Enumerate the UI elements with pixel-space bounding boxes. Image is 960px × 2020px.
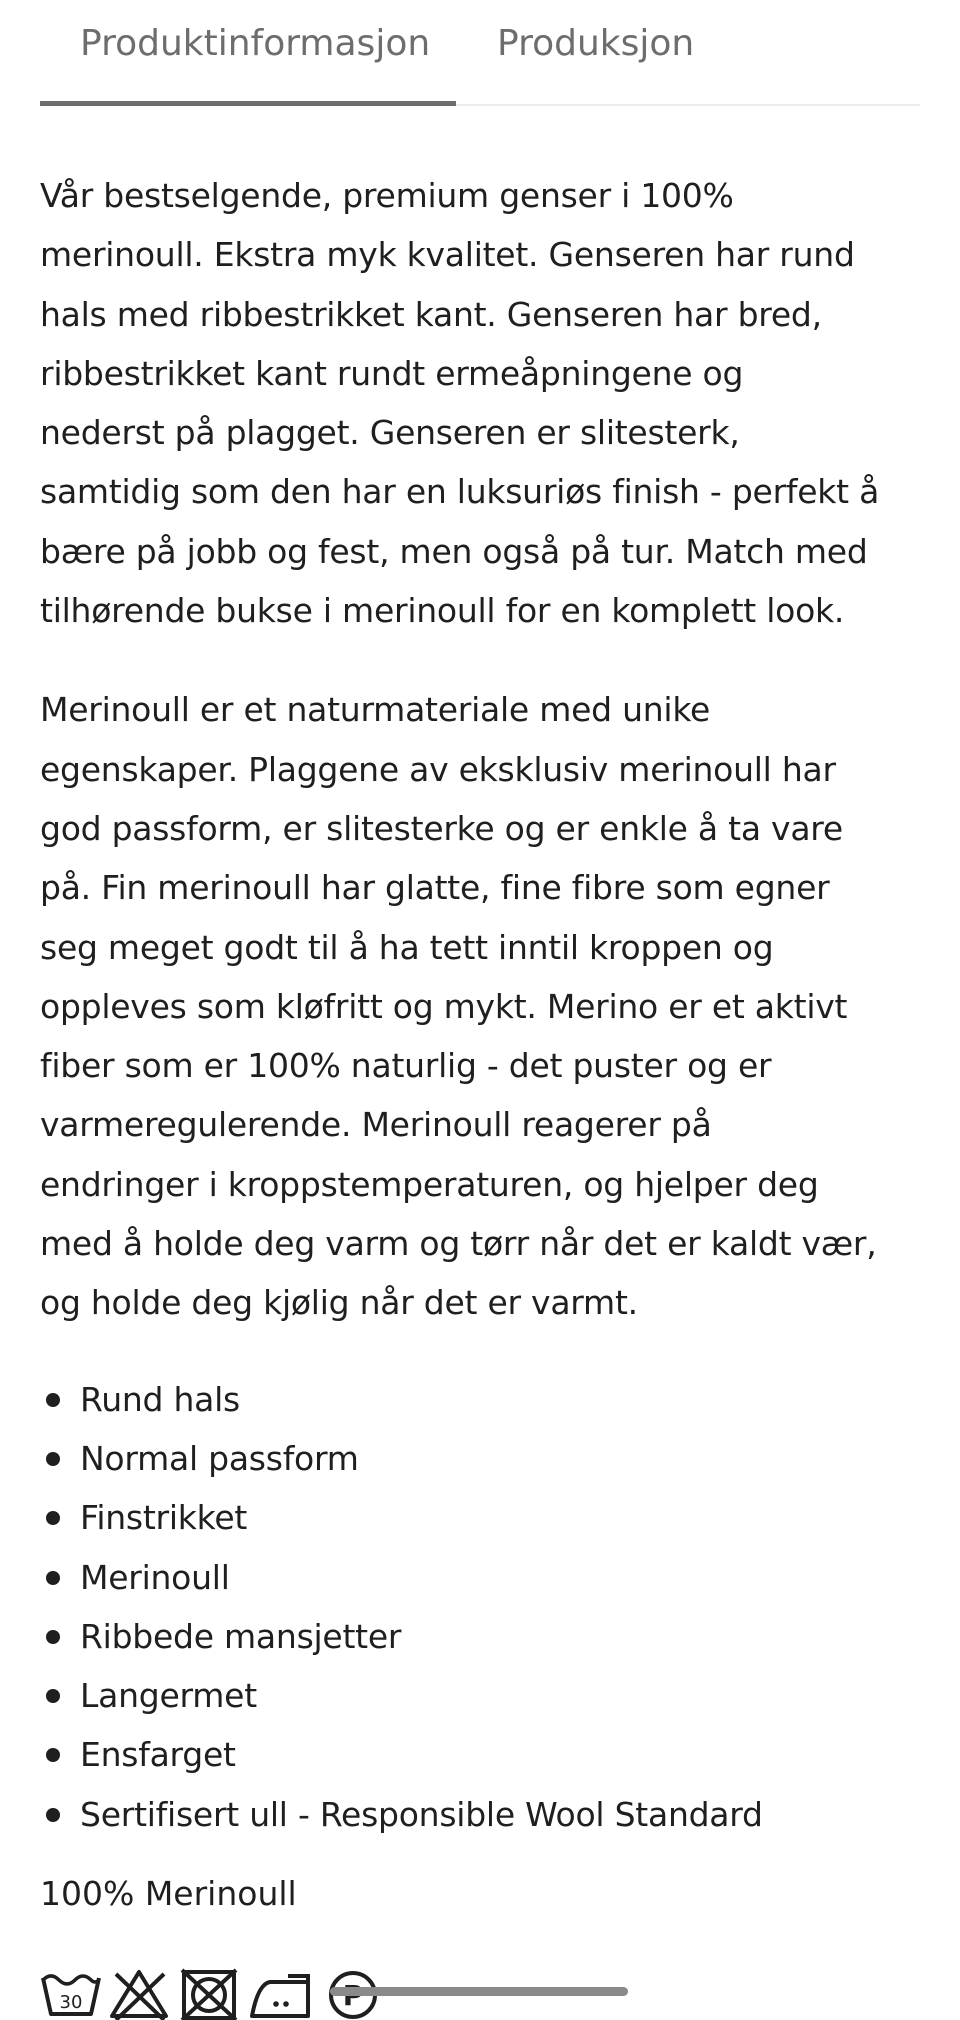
bullet-icon xyxy=(46,1393,60,1407)
text-line: tilhørende bukse i merinoull for en komplett look. xyxy=(40,591,845,631)
text-line: seg meget godt til å ha tett inntil kroppen og xyxy=(40,927,774,967)
bullet-icon xyxy=(46,1748,60,1762)
text-line: Merinoull er et naturmateriale med unike xyxy=(40,690,711,730)
list-item xyxy=(40,1666,930,1725)
text-line: bære på jobb og fest, men også på tur. Match med xyxy=(40,531,868,571)
merino-paragraph xyxy=(40,680,930,1332)
list-item xyxy=(40,1429,930,1488)
feature-label: Finstrikket xyxy=(80,1498,248,1538)
product-description xyxy=(40,166,930,1923)
tab-produktinformasjon[interactable]: Produktinformasjon xyxy=(80,23,431,64)
bullet-icon xyxy=(46,1689,60,1703)
text-line: Vår bestselgende, premium genser i 100% xyxy=(40,176,734,215)
no-tumble-dry-icon xyxy=(178,1966,240,2020)
list-item xyxy=(40,1725,930,1784)
text-line: endringer i kroppstemperaturen, og hjelper deg xyxy=(40,1164,819,1204)
feature-label: Ensfarget xyxy=(80,1735,236,1775)
text-line: oppleves som kløfritt og mykt. Merino er et aktivt xyxy=(40,986,848,1026)
no-bleach-icon xyxy=(108,1966,170,2020)
bullet-icon xyxy=(46,1511,60,1525)
feature-list xyxy=(40,1370,930,1844)
description-paragraph xyxy=(40,166,930,640)
feature-label: Ribbede mansjetter xyxy=(80,1616,402,1656)
text-line: nederst på plagget. Genseren er slitesterk, xyxy=(40,413,740,453)
feature-label: Merinoull xyxy=(80,1557,230,1597)
iron-medium-icon xyxy=(248,1966,314,2020)
text-line: god passform, er slitesterke og er enkle å ta vare xyxy=(40,808,843,848)
wash-temperature-label: 30 xyxy=(59,1992,83,2013)
horizontal-scroll-indicator[interactable] xyxy=(330,1987,628,1996)
active-tab-indicator xyxy=(40,101,456,106)
text-line: merinoull. Ekstra myk kvalitet. Genseren har rund xyxy=(40,235,855,275)
feature-label: Langermet xyxy=(80,1676,257,1716)
feature-label: Sertifisert ull - Responsible Wool Standard xyxy=(80,1794,763,1834)
list-item xyxy=(40,1488,930,1547)
list-item xyxy=(40,1548,930,1607)
list-item xyxy=(40,1785,930,1844)
text-line: egenskaper. Plaggene av eksklusiv merinoull har xyxy=(40,749,836,789)
feature-label: Rund hals xyxy=(80,1379,240,1419)
list-item xyxy=(40,1370,930,1429)
text-line: hals med ribbestrikket kant. Genseren har bred, xyxy=(40,294,822,334)
text-line: og holde deg kjølig når det er varmt. xyxy=(40,1283,638,1323)
text-line: samtidig som den har en luksuriøs finish - perfekt å xyxy=(40,472,880,512)
bullet-icon xyxy=(46,1808,60,1822)
material-composition: 100% Merinoull xyxy=(40,1874,297,1914)
bullet-icon xyxy=(46,1571,60,1585)
wash-30-icon xyxy=(40,1966,102,2020)
text-line: på. Fin merinoull har glatte, fine fibre som egner xyxy=(40,868,830,908)
text-line: med å holde deg varm og tørr når det er kaldt vær, xyxy=(40,1224,877,1264)
feature-label: Normal passform xyxy=(80,1438,359,1478)
text-line: ribbestrikket kant rundt ermeåpningene og xyxy=(40,353,744,393)
text-line: fiber som er 100% naturlig - det puster og er xyxy=(40,1046,772,1086)
tab-bar xyxy=(40,0,920,106)
list-item xyxy=(40,1607,930,1666)
tab-produksjon[interactable]: Produksjon xyxy=(497,23,695,64)
bullet-icon xyxy=(46,1630,60,1644)
bullet-icon xyxy=(46,1452,60,1466)
text-line: varmeregulerende. Merinoull reagerer på xyxy=(40,1105,712,1145)
